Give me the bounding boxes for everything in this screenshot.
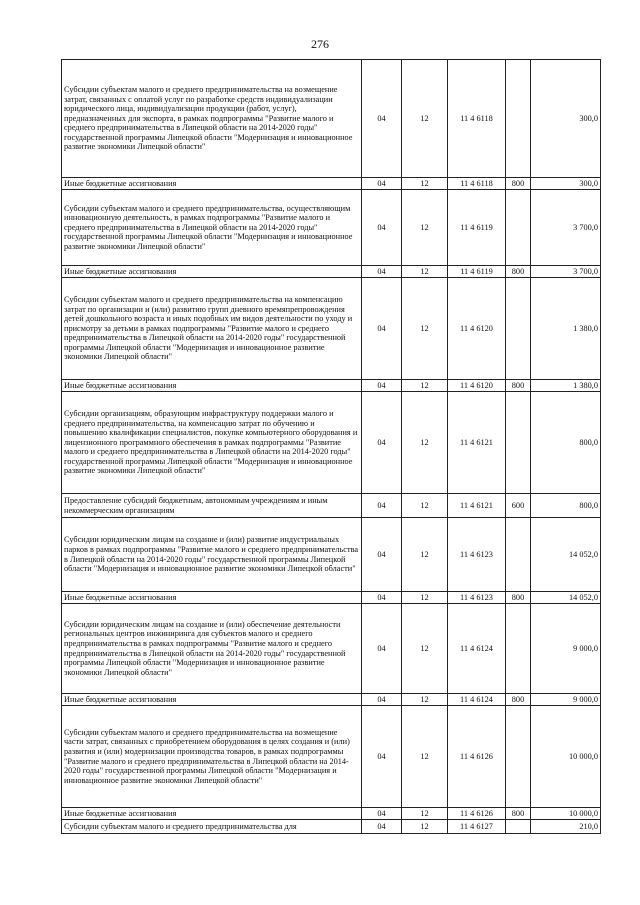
target-code: 11 4 6123 bbox=[448, 592, 506, 604]
expense-type bbox=[506, 190, 531, 266]
table-row bbox=[62, 266, 601, 278]
section-code: 04 bbox=[362, 494, 402, 518]
table-row bbox=[62, 820, 601, 834]
expense-type bbox=[506, 392, 531, 494]
target-code: 11 4 6124 bbox=[448, 694, 506, 706]
expense-type bbox=[506, 518, 531, 592]
table-row bbox=[62, 392, 601, 494]
table-row bbox=[62, 278, 601, 380]
section-code: 04 bbox=[362, 392, 402, 494]
subsection-code: 12 bbox=[402, 178, 448, 190]
amount: 14 052,0 bbox=[531, 592, 601, 604]
subsection-code: 12 bbox=[402, 392, 448, 494]
amount: 9 000,0 bbox=[531, 694, 601, 706]
target-code: 11 4 6121 bbox=[448, 494, 506, 518]
expense-type bbox=[506, 278, 531, 380]
subsection-code: 12 bbox=[402, 518, 448, 592]
section-code: 04 bbox=[362, 808, 402, 820]
expense-type: 800 bbox=[506, 178, 531, 190]
section-code: 04 bbox=[362, 706, 402, 808]
row-description: Субсидии юридическим лицам на создание и (или) обеспечение деятельности региональных центров инжиниринга для субъектов малого и среднего предпринимательства в рамках подпрограммы "Развитие малого и среднего предпринимательства в Липецкой области на 2014-2020 годы" государственной программы Липецкой области "Модернизация и инновационное развитие экономики Липецкой области" bbox=[62, 604, 362, 694]
row-description: Предоставление субсидий бюджетным, автономным учреждениям и иным некоммерческим организациям bbox=[62, 494, 362, 518]
subsection-code: 12 bbox=[402, 694, 448, 706]
target-code: 11 4 6127 bbox=[448, 820, 506, 834]
amount: 14 052,0 bbox=[531, 518, 601, 592]
target-code: 11 4 6121 bbox=[448, 392, 506, 494]
section-code: 04 bbox=[362, 178, 402, 190]
row-description: Иные бюджетные ассигнования bbox=[62, 592, 362, 604]
row-description: Иные бюджетные ассигнования bbox=[62, 266, 362, 278]
subsection-code: 12 bbox=[402, 820, 448, 834]
section-code: 04 bbox=[362, 266, 402, 278]
budget-table bbox=[61, 59, 601, 834]
subsection-code: 12 bbox=[402, 706, 448, 808]
expense-type: 800 bbox=[506, 380, 531, 392]
amount: 1 380,0 bbox=[531, 278, 601, 380]
subsection-code: 12 bbox=[402, 592, 448, 604]
table-row bbox=[62, 380, 601, 392]
table-row bbox=[62, 178, 601, 190]
amount: 3 700,0 bbox=[531, 266, 601, 278]
page-number: 276 bbox=[311, 37, 329, 51]
amount: 9 000,0 bbox=[531, 604, 601, 694]
table-row bbox=[62, 592, 601, 604]
target-code: 11 4 6120 bbox=[448, 278, 506, 380]
row-description: Субсидии организациям, образующим инфраструктуру поддержки малого и среднего предпринимательства, на компенсацию затрат по обучению и повышению квалификации специалистов, покупке компьютерного оборудования и лицензионного программного обеспечения в рамках подпрограммы "Развитие малого и среднего предпринимательства в Липецкой области на 2014-2020 годы" государственной программы Липецкой области "Модернизация и инновационное развитие экономики Липецкой области" bbox=[62, 392, 362, 494]
amount: 10 000,0 bbox=[531, 808, 601, 820]
row-description: Субсидии субъектам малого и среднего предпринимательства, осуществляющим инновационную деятельность, в рамках подпрограммы "Развитие малого и среднего предпринимательства в Липецкой области на 2014-2020 годы" государственной программы Липецкой области "Модернизация и инновационное развитие экономики Липецкой области" bbox=[62, 190, 362, 266]
section-code: 04 bbox=[362, 820, 402, 834]
target-code: 11 4 6123 bbox=[448, 518, 506, 592]
table-row bbox=[62, 604, 601, 694]
subsection-code: 12 bbox=[402, 278, 448, 380]
section-code: 04 bbox=[362, 60, 402, 178]
target-code: 11 4 6126 bbox=[448, 808, 506, 820]
amount: 1 380,0 bbox=[531, 380, 601, 392]
table-row bbox=[62, 60, 601, 178]
target-code: 11 4 6118 bbox=[448, 178, 506, 190]
target-code: 11 4 6126 bbox=[448, 706, 506, 808]
section-code: 04 bbox=[362, 278, 402, 380]
table-row bbox=[62, 694, 601, 706]
subsection-code: 12 bbox=[402, 60, 448, 178]
amount: 800,0 bbox=[531, 392, 601, 494]
expense-type: 800 bbox=[506, 266, 531, 278]
table-row bbox=[62, 518, 601, 592]
table-row bbox=[62, 190, 601, 266]
section-code: 04 bbox=[362, 604, 402, 694]
row-description: Субсидии юридическим лицам на создание и (или) развитие индустриальных парков в рамках подпрограммы "Развитие малого и среднего предпринимательства в Липецкой области на 2014-2020 годы" государственной программы Липецкой области "Модернизация и инновационное развитие экономики Липецкой области" bbox=[62, 518, 362, 592]
amount: 210,0 bbox=[531, 820, 601, 834]
row-description: Субсидии субъектам малого и среднего предпринимательства на возмещение части затрат, связанных с приобретением оборудования в целях создания и (или) развития и (или) модернизации производства товаров, в рамках подпрограммы "Развитие малого и среднего предпринимательства в Липецкой области на 2014-2020 годы" государственной программы Липецкой области "Модернизация и инновационное развитие экономики Липецкой области" bbox=[62, 706, 362, 808]
expense-type: 600 bbox=[506, 494, 531, 518]
target-code: 11 4 6118 bbox=[448, 60, 506, 178]
expense-type bbox=[506, 60, 531, 178]
target-code: 11 4 6124 bbox=[448, 604, 506, 694]
row-description: Субсидии субъектам малого и среднего предпринимательства для bbox=[62, 820, 362, 834]
expense-type: 800 bbox=[506, 592, 531, 604]
row-description: Иные бюджетные ассигнования bbox=[62, 380, 362, 392]
expense-type: 800 bbox=[506, 808, 531, 820]
subsection-code: 12 bbox=[402, 380, 448, 392]
table-row bbox=[62, 706, 601, 808]
section-code: 04 bbox=[362, 380, 402, 392]
subsection-code: 12 bbox=[402, 494, 448, 518]
target-code: 11 4 6120 bbox=[448, 380, 506, 392]
expense-type bbox=[506, 604, 531, 694]
section-code: 04 bbox=[362, 190, 402, 266]
expense-type: 800 bbox=[506, 694, 531, 706]
row-description: Иные бюджетные ассигнования bbox=[62, 694, 362, 706]
row-description: Иные бюджетные ассигнования bbox=[62, 178, 362, 190]
subsection-code: 12 bbox=[402, 808, 448, 820]
amount: 300,0 bbox=[531, 178, 601, 190]
row-description: Иные бюджетные ассигнования bbox=[62, 808, 362, 820]
target-code: 11 4 6119 bbox=[448, 190, 506, 266]
section-code: 04 bbox=[362, 518, 402, 592]
section-code: 04 bbox=[362, 592, 402, 604]
amount: 10 000,0 bbox=[531, 706, 601, 808]
budget-table-body bbox=[62, 60, 601, 834]
amount: 300,0 bbox=[531, 60, 601, 178]
expense-type bbox=[506, 706, 531, 808]
target-code: 11 4 6119 bbox=[448, 266, 506, 278]
section-code: 04 bbox=[362, 694, 402, 706]
subsection-code: 12 bbox=[402, 604, 448, 694]
amount: 800,0 bbox=[531, 494, 601, 518]
amount: 3 700,0 bbox=[531, 190, 601, 266]
row-description: Субсидии субъектам малого и среднего предпринимательства на компенсацию затрат по организации и (или) развитию групп дневного времяпрепровождения детей дошкольного возраста и иных подобных им видов деятельности по уходу и присмотру за детьми в рамках подпрограммы "Развитие малого и среднего предпринимательства в Липецкой области на 2014-2020 годы" государственной программы Липецкой области "Модернизация и инновационное развитие экономики Липецкой области" bbox=[62, 278, 362, 380]
table-row bbox=[62, 494, 601, 518]
subsection-code: 12 bbox=[402, 266, 448, 278]
table-row bbox=[62, 808, 601, 820]
row-description: Субсидии субъектам малого и среднего предпринимательства на возмещение затрат, связанных с оплатой услуг по разработке средств индивидуализации юридического лица, индивидуализации продукции (работ, услуг), предназначенных для экспорта, в рамках подпрограммы "Развитие малого и среднего предпринимательства в Липецкой области на 2014-2020 годы" государственной программы Липецкой области "Модернизация и инновационное развитие экономики Липецкой области" bbox=[62, 60, 362, 178]
expense-type bbox=[506, 820, 531, 834]
subsection-code: 12 bbox=[402, 190, 448, 266]
